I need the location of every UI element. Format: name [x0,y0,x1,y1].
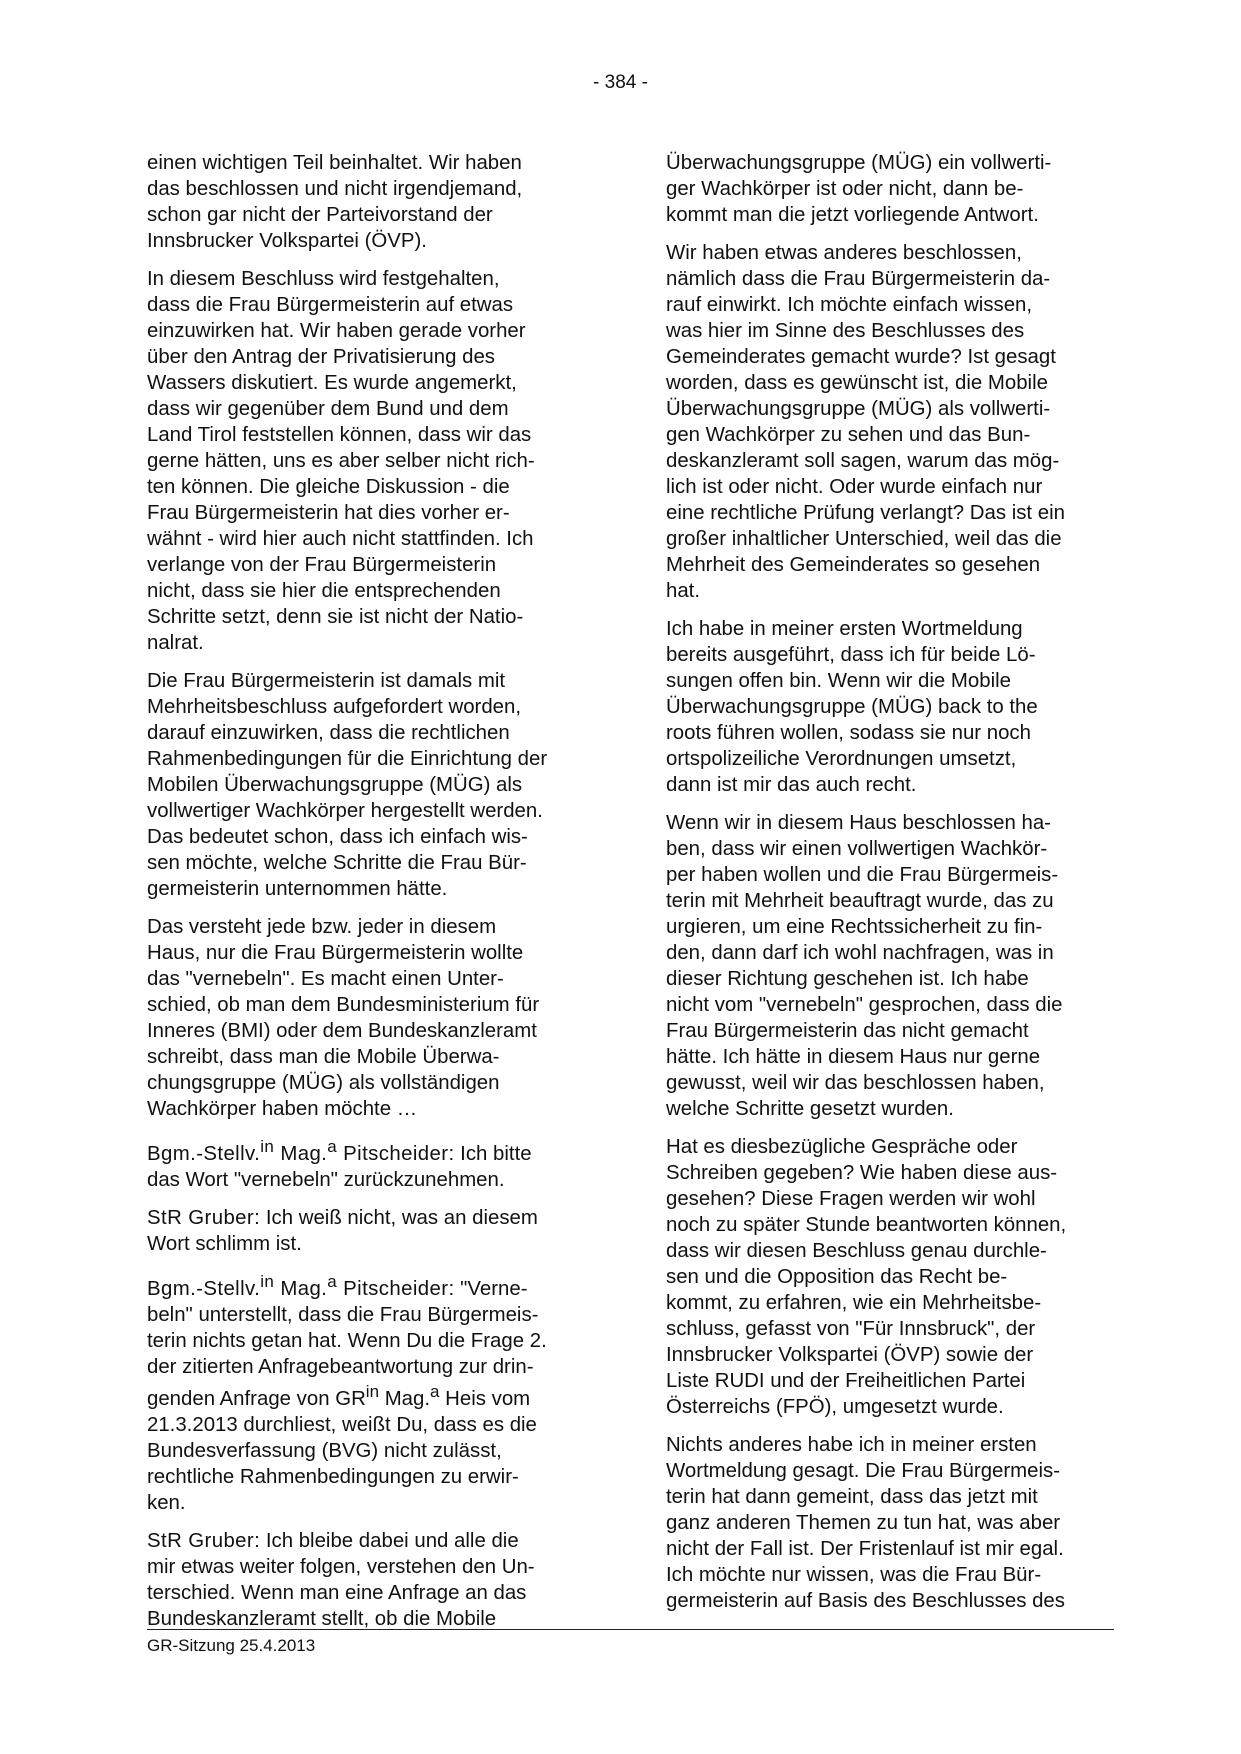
paragraph: Ich habe in meiner ersten Wortmeldung bereits ausgeführt, dass ich für beide Lö- sungen offen bin. Wenn wir die Mobile Überwachungsgruppe (MÜG) back to the roots führen wollen, sodass sie nur noch ortspolizeiliche Verordnungen umsetzt, dann ist mir das auch recht. [666,618,1038,796]
speaker-name: StR Gruber: [147,1206,261,1229]
footer-divider [147,1629,1114,1630]
page-number: - 384 - [593,72,648,93]
speech-text: "Verne- beln" unterstellt, dass die Frau Bürgermeis- terin nichts getan hat. Wenn Du die Frage 2. der zitierten Anfragebeantwortung zur drin- genden Anfrage von $GR^{in}$ Mag.$^a$ Heis vom 21.3.2013 durchliest, weißt Du, dass es die Bundesverfassung (BVG) nicht zulässt, rechtliche Rahmenbedingungen zu erwir- ken. [147,1277,547,1515]
speech-paragraph [147,1134,595,1193]
speech-paragraph [147,1528,595,1632]
speaker-name: StR Gruber: [147,1530,261,1553]
paragraph: Hat es diesbezügliche Gespräche oder Schreiben gegeben? Wie haben diese aus- gesehen? Diese Fragen werden wir wohl noch zu später Stunde beantworten können, dass wir diesen Beschluss genau durchle- sen und die Opposition das Recht be- kommt, zu erfahren, wie ein Mehrheitsbe- schluss, gefasst von "Für Innsbruck", der Innsbrucker Volkspartei (ÖVP) sowie der Liste RUDI und der Freiheitlichen Partei Österreichs (FPÖ), umgesetzt wurde. [666,1136,1067,1418]
paragraph: Nichts anderes habe ich in meiner ersten Wortmeldung gesagt. Die Frau Bürgermeis- terin hat dann gemeint, dass das jetzt mit ganz anderen Themen zu tun hat, was aber nicht der Fall ist. Der Fristenlauf ist mir egal. Ich möchte nur wissen, was die Frau Bür- germeisterin auf Basis des Beschlusses des [666,1434,1065,1612]
paragraph: einen wichtigen Teil beinhaltet. Wir haben das beschlossen und nicht irgendjemand, schon gar nicht der Parteivorstand der Innsbrucker Volkspartei (ÖVP). [147,152,523,252]
paragraph: Überwachungsgruppe (MÜG) ein vollwerti- ger Wachkörper ist oder nicht, dann be- kommt man die jetzt vorliegende Antwort. [666,152,1052,226]
speech-text: Ich weiß nicht, was an diesem Wort schlimm ist. [147,1206,538,1255]
speaker-name: Bgm.-Stellv.$^{in}$ Mag.$^a$ Pitscheider: [147,1271,455,1300]
footer: GR-Sitzung 25.4.2013 [147,1636,316,1655]
paragraph: Wir haben etwas anderes beschlossen, nämlich dass die Frau Bürgermeisterin da- rauf einwirkt. Ich möchte einfach wissen, was hier im Sinne des Beschlusses des Gemeinderates gemacht wurde? Ist gesagt worden, dass es gewünscht ist, die Mobile Überwachungsgruppe (MÜG) als vollwerti- gen Wachkörper zu sehen und das Bun- deskanzleramt soll sagen, warum das mög- lich ist oder nicht. Oder wurde einfach nur eine rechtliche Prüfung verlangt? Das ist ein großer inhaltlicher Unterschied, weil das die Mehrheit des Gemeinderates so gesehen hat. [666,242,1065,602]
paragraph: Die Frau Bürgermeisterin ist damals mit Mehrheitsbeschluss aufgefordert worden, darauf einzuwirken, dass die rechtlichen Rahmenbedingungen für die Einrichtung der Mobilen Überwachungsgruppe (MÜG) als vollwertiger Wachkörper hergestellt werden. Das bedeutet schon, dass ich einfach wis- sen möchte, welche Schritte die Frau Bür- germeisterin unternommen hätte. [147,670,548,900]
speech-paragraph [147,1205,595,1257]
speaker-name: Bgm.-Stellv.$^{in}$ Mag.$^a$ Pitscheider: [147,1137,455,1165]
paragraph: Wenn wir in diesem Haus beschlossen ha- ben, dass wir einen vollwertigen Wachkör- per haben wollen und die Frau Bürgermeis- terin mit Mehrheit beauftragt wurde, das zu urgieren, um eine Rechtssicherheit zu fin- den, dann darf ich wohl nachfragen, was in dieser Richtung geschehen ist. Ich habe nicht vom "vernebeln" gesprochen, dass die Frau Bürgermeisterin das nicht gemacht hätte. Ich hätte in diesem Haus nur gerne gewusst, weil wir das beschlossen haben, welche Schritte gesetzt wurden. [666,812,1063,1120]
speech-text: Ich bitte das Wort "vernebeln" zurückzunehmen. [147,1142,532,1191]
paragraph: Das versteht jede bzw. jeder in diesem Haus, nur die Frau Bürgermeisterin wollte das "vernebeln". Es macht einen Unter- schied, ob man dem Bundesministerium für Inneres (BMI) oder dem Bundeskanzleramt schreibt, dass man die Mobile Überwa- chungsgruppe (MÜG) als vollständigen Wachkörper haben möchte … [147,916,540,1120]
right-column [666,150,1114,1626]
paragraph: In diesem Beschluss wird festgehalten, dass die Frau Bürgermeisterin auf etwas einzuwirken hat. Wir haben gerade vorher über den Antrag der Privatisierung des Wassers diskutiert. Es wurde angemerkt, dass wir gegenüber dem Bund und dem Land Tirol feststellen können, dass wir das gerne hätten, uns es aber selber nicht rich- ten können. Die gleiche Diskussion - die Frau Bürgermeisterin hat dies vorher er- wähnt - wird hier auch nicht stattfinden. Ich verlange von der Frau Bürgermeisterin nicht, dass sie hier die entsprechenden Schritte setzt, denn sie ist nicht der Natio- nalrat. [147,268,535,654]
speech-paragraph [147,1269,595,1517]
speech-text: Ich bleibe dabei und alle die mir etwas weiter folgen, verstehen den Un- terschied. Wenn man eine Anfrage an das Bundeskanzleramt stellt, ob die Mobile [147,1530,535,1631]
left-column [147,150,595,1644]
